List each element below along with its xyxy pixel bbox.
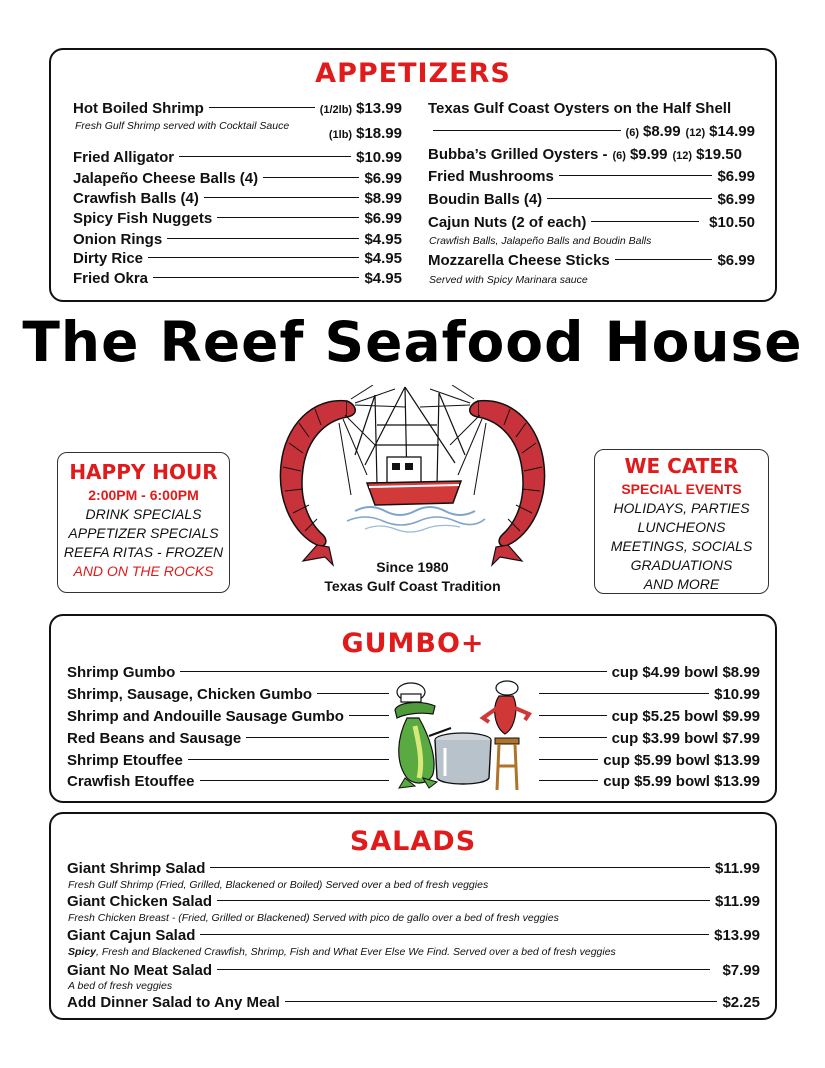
catering-box xyxy=(594,449,769,594)
menu-item: Dirty Rice $4.95 xyxy=(73,250,402,267)
menu-item: Fried Okra $4.95 xyxy=(73,270,402,287)
happy-hour-line: DRINK SPECIALS xyxy=(85,506,202,522)
catering-line: AND MORE xyxy=(643,576,720,592)
menu-item: Onion Rings $4.95 xyxy=(73,231,402,248)
happy-hour-title: HAPPY HOUR xyxy=(69,460,218,484)
menu-item: Spicy Fish Nuggets $6.99 xyxy=(73,210,402,227)
gumbo-title: GUMBO+ xyxy=(341,628,485,659)
menu-item: Boudin Balls (4) $6.99 xyxy=(428,191,755,208)
menu-item: Fried Alligator $10.99 xyxy=(73,149,402,166)
since-year: Since 1980 xyxy=(376,559,449,575)
menu-item-description: A bed of fresh veggies xyxy=(68,980,173,992)
chef-alligator-illustration xyxy=(389,678,539,796)
menu-item: Hot Boiled Shrimp (1/2lb) $13.99 xyxy=(73,100,402,117)
pot-icon xyxy=(435,733,491,784)
catering-subtitle: SPECIAL EVENTS xyxy=(621,481,742,497)
menu-item: Jalapeño Cheese Balls (4) $6.99 xyxy=(73,170,402,187)
restaurant-logo xyxy=(255,385,570,570)
happy-hour-line: REEFA RITAS - FROZEN xyxy=(63,544,224,560)
happy-hour-time: 2:00PM - 6:00PM xyxy=(88,487,199,503)
menu-item: (1lb) $18.99 xyxy=(328,125,402,142)
menu-item-description: Crawfish Balls, Jalapeño Balls and Boudin Balls xyxy=(429,235,652,247)
catering-line: HOLIDAYS, PARTIES xyxy=(613,500,750,516)
gumbo-section xyxy=(49,614,777,803)
menu-item: Cajun Nuts (2 of each) $10.50 xyxy=(428,214,755,231)
catering-line: LUNCHEONS xyxy=(637,519,726,535)
shrimp-icon-left xyxy=(280,385,405,565)
happy-hour-box xyxy=(57,452,230,593)
spicy-label: Spicy xyxy=(68,946,97,958)
happy-hour-line: APPETIZER SPECIALS xyxy=(68,525,219,541)
menu-item: Giant Chicken Salad $11.99 xyxy=(67,893,760,910)
menu-item: Giant Shrimp Salad $11.99 xyxy=(67,860,760,877)
menu-item: Shrimp and Andouille Sausage Gumbo cup $5.25 bowl $9.99 xyxy=(67,708,760,725)
appetizers-section xyxy=(49,48,777,302)
menu-item-description: Spicy, Fresh and Blackened Crawfish, Shrimp, Fish and What Ever Else We Find. Served over a bed of fresh veggies xyxy=(68,946,616,958)
appetizers-title: APPETIZERS xyxy=(315,58,511,89)
menu-item: Bubba’s Grilled Oysters - (6) $9.99 (12) $19.50 xyxy=(428,146,742,163)
menu-item-description: Fresh Chicken Breast - (Fried, Grilled or Blackened) Served with pico de gallo over a bed of fresh veggies xyxy=(68,912,559,924)
menu-item: Red Beans and Sausage cup $3.99 bowl $7.99 xyxy=(67,730,760,747)
menu-item: Mozzarella Cheese Sticks $6.99 xyxy=(428,252,755,269)
catering-line: GRADUATIONS xyxy=(630,557,733,573)
menu-item: Shrimp, Sausage, Chicken Gumbo $10.99 xyxy=(67,686,760,703)
menu-item: Fried Mushrooms $6.99 xyxy=(428,168,755,185)
menu-item: Giant No Meat Salad $7.99 xyxy=(67,962,760,979)
menu-item: Crawfish Balls (4) $8.99 xyxy=(73,190,402,207)
menu-item-prices: (6) $8.99 (12) $14.99 xyxy=(428,123,755,140)
menu-item: Giant Cajun Salad $13.99 xyxy=(67,927,760,944)
menu-item-description: Fresh Gulf Shrimp served with Cocktail Sauce xyxy=(75,120,290,132)
menu-item: Crawfish Etouffee cup $5.99 bowl $13.99 xyxy=(67,773,760,790)
restaurant-name: The Reef Seafood House xyxy=(22,310,803,374)
logo-caption xyxy=(300,558,525,596)
menu-item: Add Dinner Salad to Any Meal $2.25 xyxy=(67,994,760,1011)
catering-title: WE CATER xyxy=(624,454,739,478)
salads-section xyxy=(49,812,777,1020)
menu-item: Texas Gulf Coast Oysters on the Half Shell xyxy=(428,100,732,117)
menu-item: Shrimp Etouffee cup $5.99 bowl $13.99 xyxy=(67,752,760,769)
tagline: Texas Gulf Coast Tradition xyxy=(324,578,501,594)
menu-item: Shrimp Gumbo cup $4.99 bowl $8.99 xyxy=(67,664,760,681)
catering-line: MEETINGS, SOCIALS xyxy=(610,538,753,554)
salads-title: SALADS xyxy=(349,826,477,857)
menu-item-description: Served with Spicy Marinara sauce xyxy=(429,274,588,286)
menu-item-description: Fresh Gulf Shrimp (Fried, Grilled, Blackened or Boiled) Served over a bed of fresh veggies xyxy=(68,879,489,891)
happy-hour-line: AND ON THE ROCKS xyxy=(73,563,214,579)
